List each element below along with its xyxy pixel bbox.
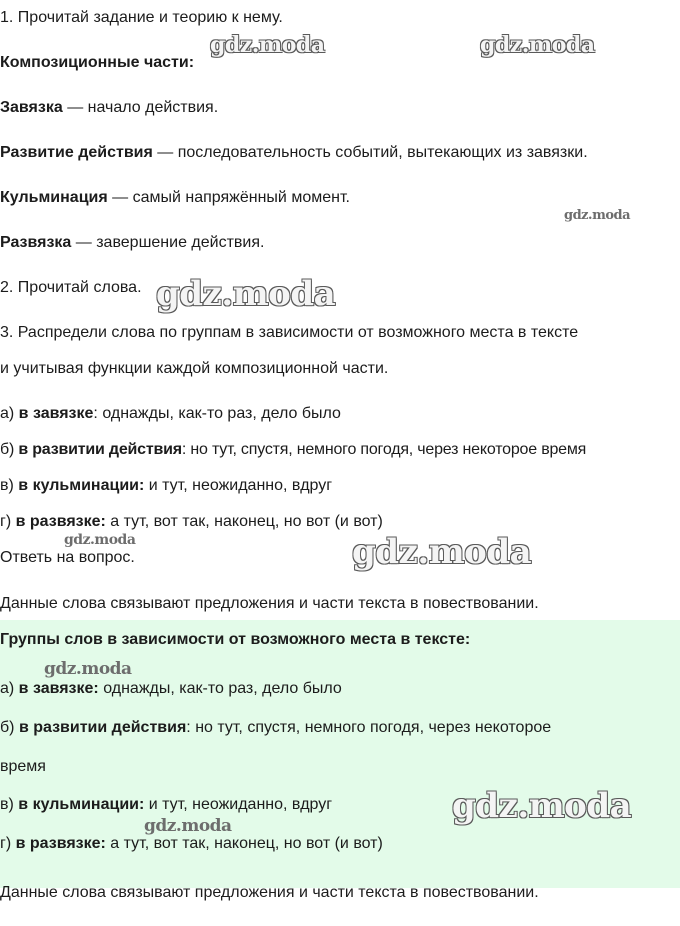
- watermark: gdz.moda: [64, 532, 136, 548]
- parts-heading-text: Композиционные части:: [0, 54, 195, 71]
- group-prefix: в): [0, 796, 19, 813]
- group-term: в развязке:: [15, 835, 106, 852]
- watermark: gdz.moda: [210, 32, 325, 58]
- answer-heading-text: Группы слов в зависимости от возможного места в тексте:: [0, 631, 471, 648]
- group-words: и тут, неожиданно, вдруг: [144, 477, 333, 494]
- watermark: gdz.moda: [452, 786, 632, 826]
- watermark: gdz.moda: [156, 274, 336, 314]
- task-intro: 1. Прочитай задание и теорию к нему.: [0, 9, 283, 26]
- group-words: однажды, как-то раз, дело было: [98, 680, 342, 697]
- razvitie-term: Развитие действия: [0, 144, 153, 161]
- group-prefix: б): [0, 719, 19, 736]
- task-answer-sentence: Данные слова связывают предложения и части текста в повествовании.: [0, 595, 539, 612]
- group-prefix: б): [0, 441, 19, 458]
- group-prefix: в): [0, 477, 19, 494]
- watermark: gdz.moda: [144, 816, 232, 836]
- watermark: gdz.moda: [564, 208, 631, 223]
- task-question: Ответь на вопрос.: [0, 549, 135, 566]
- kulminatsiya-text: — самый напряжённый момент.: [107, 189, 350, 206]
- group-term: в кульминации:: [18, 477, 145, 494]
- watermark: gdz.moda: [44, 659, 132, 679]
- group-prefix: а): [0, 680, 19, 697]
- task-step-3-line-2: и учитывая функции каждой композиционной части.: [0, 360, 389, 377]
- razvitie-text: — последовательность событий, вытекающих из завязки.: [152, 144, 588, 161]
- razvyazka-text: — завершение действия.: [71, 234, 265, 251]
- task-group-a: [0, 404, 341, 424]
- zavyazka-definition: [0, 98, 218, 118]
- parts-heading: [0, 53, 194, 73]
- group-term: в завязке: [18, 405, 94, 422]
- group-words: : однажды, как-то раз, дело было: [93, 405, 341, 422]
- answer-heading: [0, 630, 470, 650]
- answer-cut-line: [0, 880, 680, 901]
- task-group-c: [0, 476, 332, 496]
- group-prefix: а): [0, 405, 19, 422]
- group-words: а тут, вот так, наконец, но вот (и вот): [105, 835, 383, 852]
- group-term: в кульминации:: [18, 796, 145, 813]
- razvyazka-definition: [0, 233, 264, 253]
- group-prefix: г): [0, 835, 16, 852]
- answer-group-b-cont: время: [0, 758, 46, 775]
- watermark: gdz.moda: [352, 532, 532, 572]
- answer-group-d: [0, 834, 383, 854]
- task-step-3-line-1: 3. Распредели слова по группам в зависимости от возможного места в тексте: [0, 324, 579, 341]
- kulminatsiya-definition: [0, 188, 350, 208]
- group-term: в развязке:: [15, 513, 106, 530]
- answer-group-b: [0, 718, 551, 738]
- razvyazka-term: Развязка: [0, 234, 72, 251]
- answer-group-c: [0, 795, 332, 815]
- task-group-d: [0, 512, 383, 532]
- group-words: : но тут, спустя, немного погодя, через некоторое время: [181, 441, 587, 458]
- task-group-b: [0, 440, 586, 460]
- zavyazka-text: — начало действия.: [62, 99, 219, 116]
- group-words: : но тут, спустя, немного погодя, через некоторое: [186, 719, 552, 736]
- group-term: в развитии действия: [18, 719, 187, 736]
- zavyazka-term: Завязка: [0, 99, 63, 116]
- kulminatsiya-term: Кульминация: [0, 189, 108, 206]
- group-term: в завязке:: [18, 680, 99, 697]
- task-step-2: 2. Прочитай слова.: [0, 279, 142, 296]
- watermark: gdz.moda: [480, 32, 595, 58]
- razvitie-definition: [0, 143, 588, 163]
- group-prefix: г): [0, 513, 16, 530]
- group-words: а тут, вот так, наконец, но вот (и вот): [105, 513, 383, 530]
- answer-cut-text: Данные слова связывают предложения и части текста в повествовании.: [0, 884, 539, 901]
- answer-group-a: [0, 679, 342, 699]
- group-term: в развитии действия: [18, 441, 182, 458]
- group-words: и тут, неожиданно, вдруг: [144, 796, 333, 813]
